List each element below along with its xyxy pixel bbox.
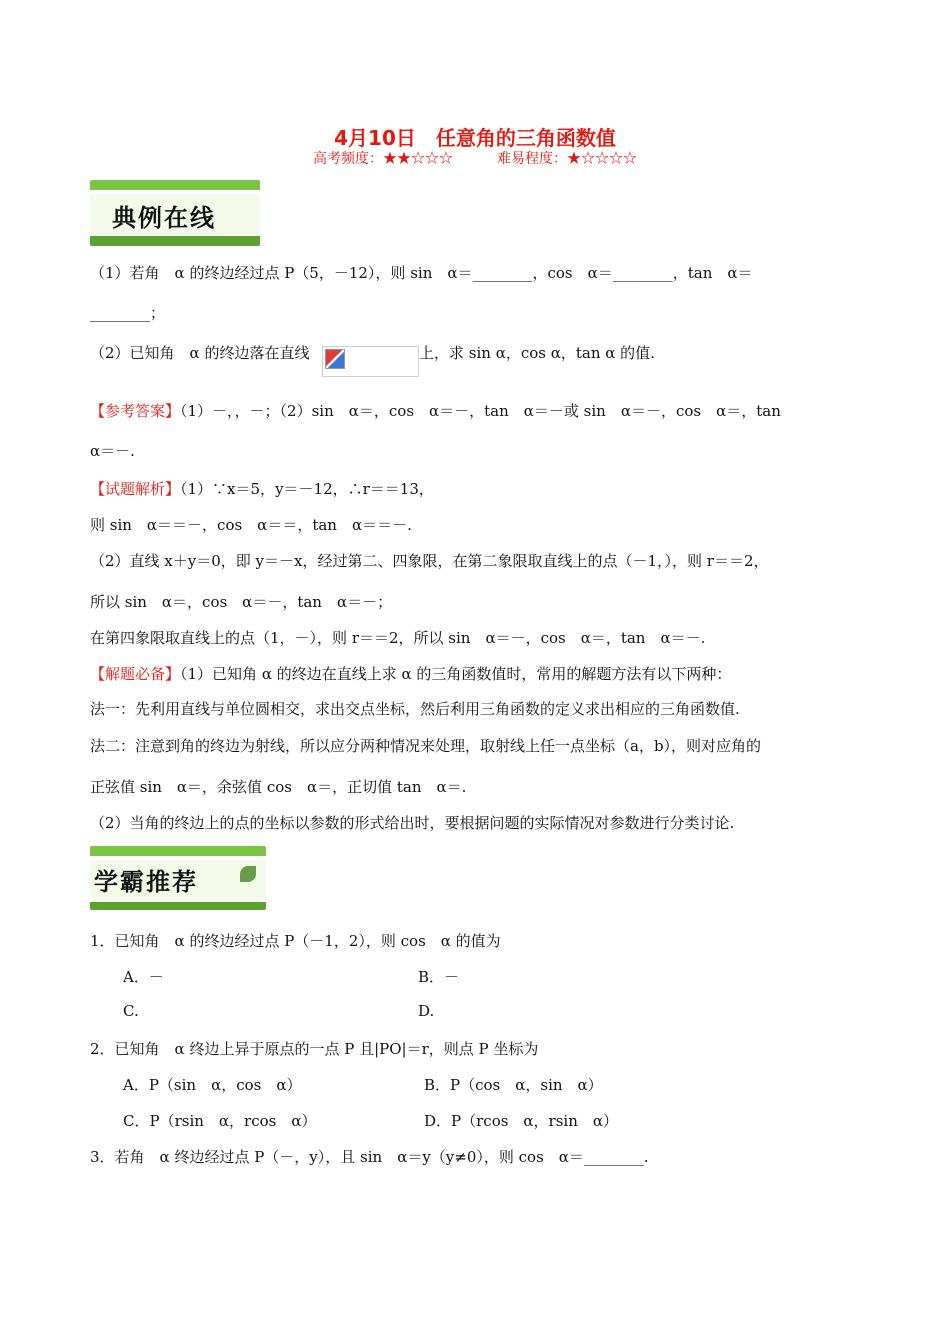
answer-block <box>90 400 781 421</box>
practice-q2-option-d[interactable]: D．P（rcos α，rsin α） <box>424 1112 619 1130</box>
must-line3: 法二：注意到角的终边为射线，所以应分两种情况来处理，取射线上任一点坐标（a，b），则对应角的 <box>90 737 762 755</box>
difficulty-level: 难易程度：★☆☆☆☆ <box>497 151 637 167</box>
leaf-icon <box>240 866 256 882</box>
analysis-block <box>90 478 434 499</box>
answer-line2: α＝－. <box>90 442 135 460</box>
practice-q1-option-b[interactable]: B．－ <box>418 968 460 986</box>
exam-frequency: 高考频度：★★☆☆☆ <box>313 151 453 167</box>
must-line5: （2）当角的终边上的点的坐标以参数的形式给出时，要根据问题的实际情况对参数进行分类讨论. <box>90 814 735 832</box>
example-q1-line1: （1）若角 α 的终边经过点 P（5，－12），则 sin α＝________，cos α＝________，tan α＝ <box>90 264 753 282</box>
rating-line <box>0 148 950 168</box>
section-banner-recommend <box>90 846 266 910</box>
analysis-line1: （1）∵x＝5，y＝－12，∴r＝＝13， <box>180 480 434 498</box>
section-banner-label: 学霸推荐 <box>94 868 198 896</box>
practice-q3: 3．若角 α 终边经过点 P（－，y），且 sin α＝y（y≠0），则 cos α＝________. <box>90 1148 649 1166</box>
broken-image-icon <box>325 349 345 369</box>
must-line4: 正弦值 sin α＝，余弦值 cos α＝，正切值 tan α＝. <box>90 778 467 796</box>
answer-label: 【参考答案】 <box>90 402 181 420</box>
must-label: 【解题必备】 <box>90 665 181 683</box>
analysis-label: 【试题解析】 <box>90 480 181 498</box>
example-q2-post: 上，求 sin α，cos α，tan α 的值. <box>419 344 655 362</box>
must-block <box>90 663 731 684</box>
page-title: 4月10日 任意角的三角函数值 <box>334 126 616 150</box>
practice-q2: 2．已知角 α 终边上异于原点的一点 P 且|PO|＝r，则点 P 坐标为 <box>90 1040 539 1058</box>
analysis-line3: （2）直线 x＋y＝0，即 y＝－x，经过第二、四象限，在第二象限取直线上的点（－1，），则 r＝＝2， <box>90 552 769 570</box>
analysis-line5: 在第四象限取直线上的点（1，－），则 r＝＝2，所以 sin α＝－，cos α＝，tan α＝－. <box>90 629 706 647</box>
formula-image-placeholder <box>322 346 419 377</box>
practice-q1-option-c[interactable]: C. <box>123 1002 139 1020</box>
practice-q1: 1．已知角 α 的终边经过点 P（－1，2），则 cos α 的值为 <box>90 932 501 950</box>
practice-q2-option-a[interactable]: A．P（sin α，cos α） <box>123 1076 302 1094</box>
practice-q1-option-d[interactable]: D. <box>418 1002 435 1020</box>
section-banner-example <box>90 180 260 246</box>
practice-q2-option-c[interactable]: C．P（rsin α，rcos α） <box>123 1112 317 1130</box>
practice-q1-option-a[interactable]: A．－ <box>123 968 164 986</box>
example-q2-pre: （2）已知角 α 的终边落在直线 <box>90 344 310 362</box>
analysis-line2: 则 sin α＝＝－，cos α＝＝，tan α＝＝－. <box>90 516 412 534</box>
section-banner-label: 典例在线 <box>112 204 216 232</box>
analysis-line4: 所以 sin α＝，cos α＝－，tan α＝－； <box>90 593 393 611</box>
answer-line1: （1）－，，－；（2）sin α＝，cos α＝－，tan α＝－或 sin α＝－，cos α＝，tan <box>180 402 781 420</box>
must-line2: 法一：先利用直线与单位圆相交，求出交点坐标，然后利用三角函数的定义求出相应的三角函数值. <box>90 700 740 718</box>
must-line1: （1）已知角 α 的终边在直线上求 α 的三角函数值时，常用的解题方法有以下两种： <box>180 665 732 683</box>
practice-q2-option-b[interactable]: B．P（cos α，sin α） <box>424 1076 603 1094</box>
example-q1-line2: ________； <box>90 304 166 322</box>
